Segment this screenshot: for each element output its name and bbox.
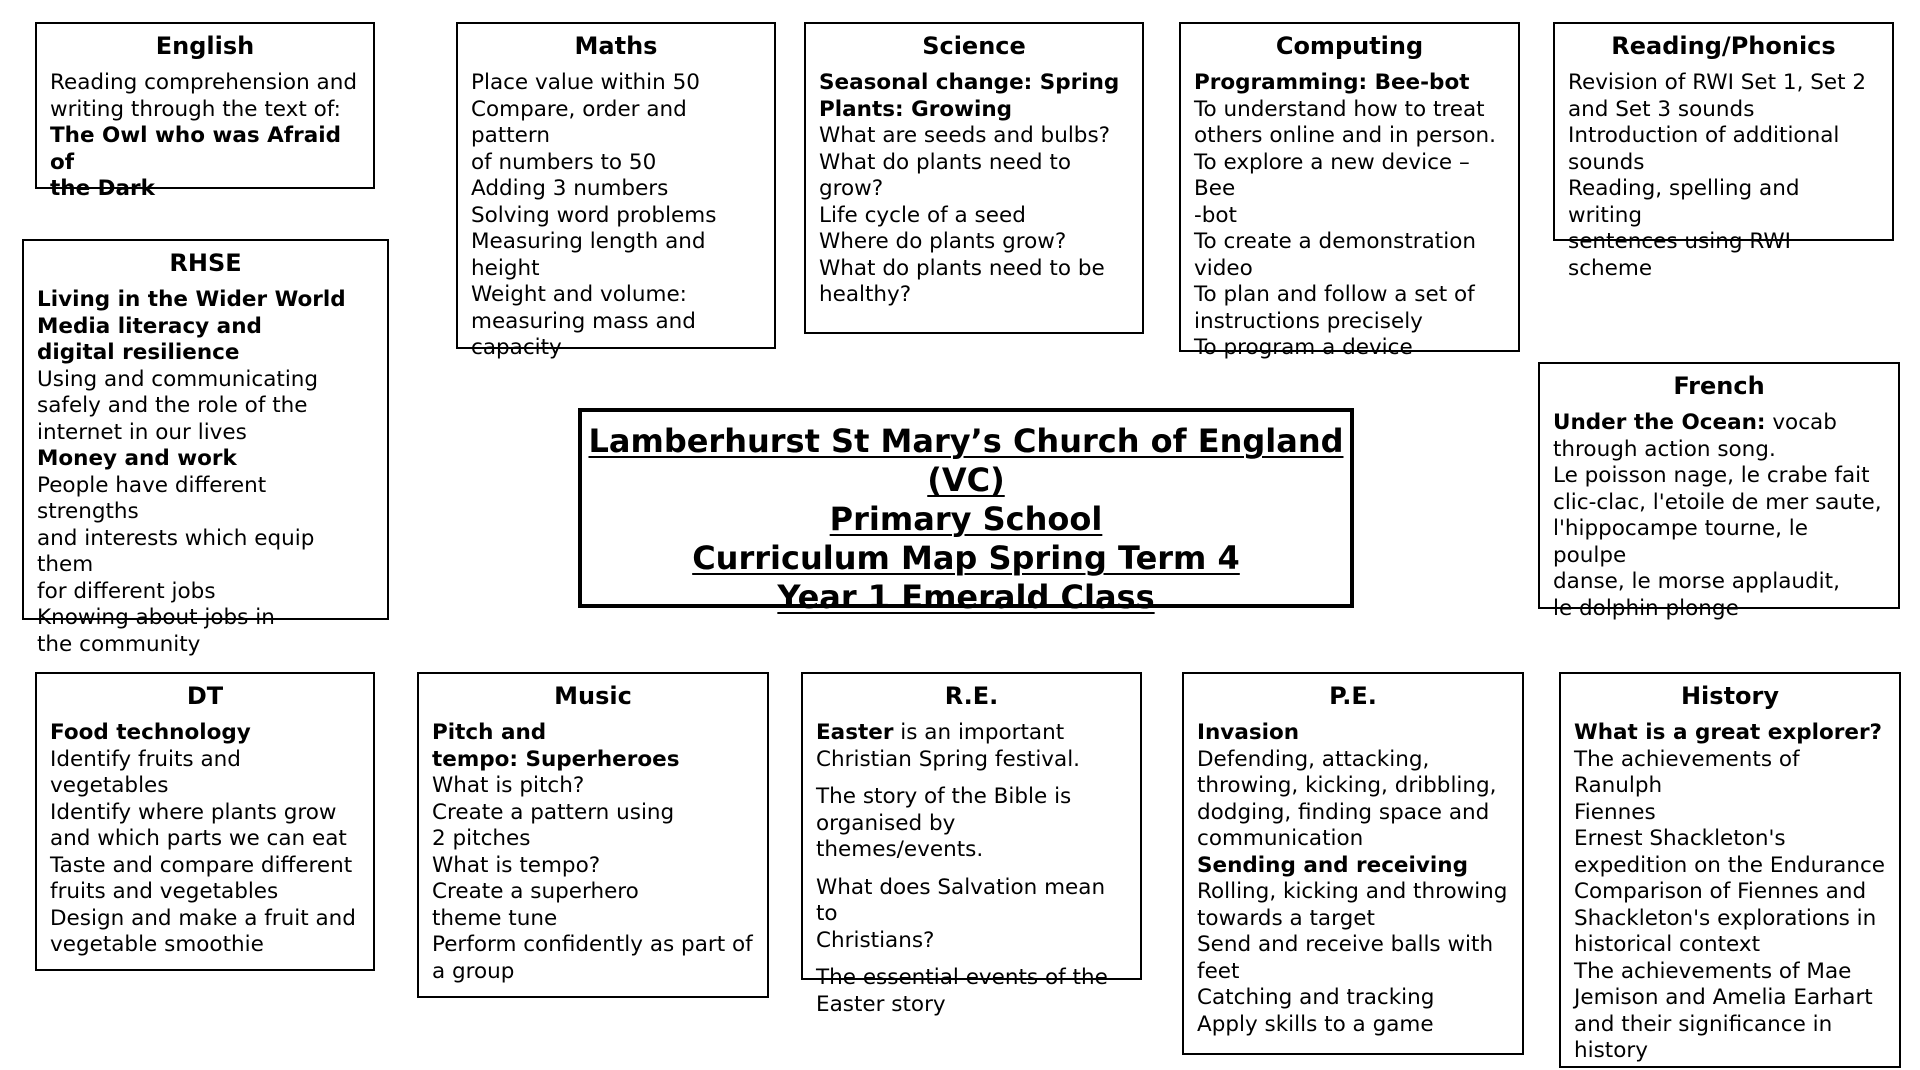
dt-content bbox=[50, 720, 360, 959]
science-topic: Plants: Growing bbox=[819, 96, 1013, 122]
history-line: The achievements of Mae bbox=[1574, 958, 1852, 984]
maths-line: Place value within 50 bbox=[471, 70, 700, 95]
reading-phonics-line: Revision of RWI Set 1, Set 2 bbox=[1568, 70, 1867, 95]
maths-line: measuring mass and bbox=[471, 308, 696, 334]
title-line-4: Year 1 Emerald Class bbox=[777, 578, 1155, 616]
pe-line: Catching and tracking bbox=[1197, 985, 1435, 1010]
maths-line: of numbers to 50 bbox=[471, 149, 657, 175]
music-line: theme tune bbox=[432, 905, 558, 931]
english-heading: English bbox=[155, 32, 255, 60]
rhse-topic: Living in the Wider World bbox=[37, 287, 346, 312]
history-line: Comparison of Fiennes and bbox=[1574, 879, 1867, 904]
rhse-line: internet in our lives bbox=[37, 419, 247, 445]
music-line: Perform confidently as part of bbox=[432, 932, 753, 957]
dt-heading: DT bbox=[186, 682, 224, 710]
title-line-3: Curriculum Map Spring Term 4 bbox=[692, 539, 1240, 577]
french-content bbox=[1553, 410, 1885, 622]
maths-line: Measuring length and bbox=[471, 229, 706, 254]
pe-content bbox=[1197, 720, 1509, 1038]
re-topic: Easter bbox=[816, 720, 894, 745]
science-line: What do plants need to be bbox=[819, 255, 1105, 281]
science-heading: Science bbox=[922, 32, 1026, 60]
rhse-heading: RHSE bbox=[169, 249, 242, 277]
music-line: What is tempo? bbox=[432, 852, 601, 878]
maths-box bbox=[456, 22, 776, 360]
french-text: vocab bbox=[1765, 410, 1837, 435]
computing-line: others online and in person. bbox=[1194, 123, 1496, 148]
french-box bbox=[1538, 362, 1900, 621]
science-line: Life cycle of a seed bbox=[819, 202, 1026, 228]
maths-line: Solving word problems bbox=[471, 202, 717, 228]
pe-line: communication bbox=[1197, 826, 1364, 851]
pe-line: Defending, attacking, bbox=[1197, 746, 1430, 772]
re-first-line bbox=[816, 720, 1127, 747]
re-box bbox=[801, 672, 1142, 1017]
science-line: grow? bbox=[819, 176, 884, 201]
re-line: The story of the Bible is bbox=[816, 784, 1072, 809]
history-content bbox=[1574, 720, 1886, 1065]
history-line: history bbox=[1574, 1038, 1648, 1063]
computing-line: instructions precisely bbox=[1194, 308, 1423, 334]
re-line: Easter story bbox=[816, 991, 946, 1017]
rhse-content bbox=[37, 287, 374, 658]
history-line: The achievements of Ranulph bbox=[1574, 746, 1800, 798]
history-line: Ernest Shackleton's bbox=[1574, 826, 1786, 851]
dt-line: vegetable smoothie bbox=[50, 932, 264, 957]
computing-topic: Programming: Bee-bot bbox=[1194, 70, 1470, 95]
computing-line: video bbox=[1194, 255, 1253, 281]
re-heading: R.E. bbox=[944, 682, 999, 710]
computing-line: To plan and follow a set of bbox=[1194, 282, 1475, 307]
maths-line: Adding 3 numbers bbox=[471, 176, 669, 201]
music-line: What is pitch? bbox=[432, 773, 585, 798]
maths-content bbox=[471, 70, 761, 362]
title-line-2: Primary School bbox=[829, 500, 1103, 538]
history-topic: What is a great explorer? bbox=[1574, 720, 1883, 745]
reading-phonics-line: sentences using RWI scheme bbox=[1568, 229, 1791, 281]
french-line: l'hippocampe tourne, le poulpe bbox=[1553, 516, 1808, 568]
music-line: Create a pattern using bbox=[432, 799, 675, 825]
reading-phonics-line: sounds bbox=[1568, 149, 1645, 175]
rhse-line: safely and the role of the bbox=[37, 393, 308, 418]
rhse-topic: digital resilience bbox=[37, 340, 240, 365]
rhse-topic: Money and work bbox=[37, 446, 237, 471]
dt-line: Design and make a fruit and bbox=[50, 905, 356, 931]
maths-line: height bbox=[471, 255, 540, 281]
computing-line: To explore a new device – Bee bbox=[1194, 149, 1470, 201]
maths-heading: Maths bbox=[574, 32, 658, 60]
dt-box bbox=[35, 672, 375, 971]
re-line: The essential events of the bbox=[816, 965, 1108, 990]
history-line: Shackleton's explorations in bbox=[1574, 905, 1877, 931]
rhse-line: Using and communicating bbox=[37, 366, 319, 392]
music-heading: Music bbox=[554, 682, 632, 710]
science-topic: Seasonal change: Spring bbox=[819, 70, 1120, 95]
pe-topic: Sending and receiving bbox=[1197, 852, 1468, 878]
french-line: Le poisson nage, le crabe fait bbox=[1553, 463, 1870, 488]
reading-phonics-line: and Set 3 sounds bbox=[1568, 96, 1755, 122]
maths-line: capacity bbox=[471, 335, 562, 360]
rhse-topic: Media literacy and bbox=[37, 313, 262, 339]
music-topic: Pitch and bbox=[432, 720, 547, 745]
pe-heading: P.E. bbox=[1329, 682, 1377, 710]
history-line: expedition on the Endurance bbox=[1574, 852, 1885, 878]
english-book-title: The Owl who was Afraid of bbox=[50, 123, 341, 175]
dt-line: fruits and vegetables bbox=[50, 879, 279, 904]
rhse-box bbox=[22, 239, 389, 657]
french-line: clic-clac, l'etoile de mer saute, bbox=[1553, 489, 1882, 515]
pe-line: towards a target bbox=[1197, 905, 1375, 931]
history-line: historical context bbox=[1574, 932, 1761, 957]
science-line: healthy? bbox=[819, 282, 912, 307]
dt-line: vegetables bbox=[50, 773, 169, 798]
science-line: Where do plants grow? bbox=[819, 229, 1067, 254]
computing-heading: Computing bbox=[1275, 32, 1424, 60]
re-text: is an important bbox=[893, 720, 1065, 745]
english-content bbox=[50, 70, 360, 203]
computing-line: To create a demonstration bbox=[1194, 229, 1476, 254]
music-line: a group bbox=[432, 958, 515, 984]
pe-line: throwing, kicking, dribbling, bbox=[1197, 773, 1497, 798]
history-box bbox=[1559, 672, 1901, 1068]
rhse-line: for different jobs bbox=[37, 578, 216, 604]
re-line: Christians? bbox=[816, 927, 935, 953]
dt-line: and which parts we can eat bbox=[50, 826, 347, 851]
maths-line: Weight and volume: bbox=[471, 282, 687, 307]
music-topic: tempo: Superheroes bbox=[432, 746, 680, 772]
history-line: and their significance in bbox=[1574, 1011, 1833, 1037]
french-first-line bbox=[1553, 410, 1885, 437]
rhse-line: People have different strengths bbox=[37, 472, 267, 524]
english-book-title: the Dark bbox=[50, 176, 155, 201]
french-line: le dolphin plonge bbox=[1553, 595, 1739, 621]
french-line: danse, le morse applaudit, bbox=[1553, 569, 1840, 594]
science-line: What do plants need to bbox=[819, 149, 1071, 175]
computing-line: -bot bbox=[1194, 202, 1237, 228]
re-line: organised by themes/events. bbox=[816, 810, 984, 862]
pe-line: dodging, finding space and bbox=[1197, 799, 1490, 825]
title-box bbox=[578, 408, 1354, 616]
english-box bbox=[35, 22, 375, 201]
computing-content bbox=[1194, 70, 1505, 362]
music-box bbox=[417, 672, 769, 998]
dt-topic: Food technology bbox=[50, 720, 251, 745]
music-content bbox=[432, 720, 754, 985]
music-line: Create a superhero bbox=[432, 879, 639, 904]
re-line: Christian Spring festival. bbox=[816, 746, 1081, 772]
rhse-line: and interests which equip them bbox=[37, 525, 315, 577]
english-line: writing through the text of: bbox=[50, 96, 341, 122]
computing-line: To program a device bbox=[1194, 335, 1413, 360]
history-heading: History bbox=[1680, 682, 1780, 710]
science-line: What are seeds and bulbs? bbox=[819, 123, 1111, 148]
reading-phonics-heading: Reading/Phonics bbox=[1611, 32, 1836, 60]
rhse-line: the community bbox=[37, 631, 201, 657]
computing-box bbox=[1179, 22, 1520, 360]
pe-line: feet bbox=[1197, 958, 1240, 984]
rhse-line: Knowing about jobs in bbox=[37, 605, 275, 630]
science-content bbox=[819, 70, 1129, 309]
science-box bbox=[804, 22, 1144, 334]
french-topic: Under the Ocean: bbox=[1553, 410, 1766, 435]
history-line: Jemison and Amelia Earhart bbox=[1574, 985, 1873, 1010]
pe-line: Apply skills to a game bbox=[1197, 1011, 1434, 1037]
maths-line: Compare, order and pattern bbox=[471, 96, 687, 148]
english-line: Reading comprehension and bbox=[50, 70, 357, 95]
re-line: What does Salvation mean to bbox=[816, 874, 1106, 926]
reading-phonics-box bbox=[1553, 22, 1894, 281]
pe-topic: Invasion bbox=[1197, 720, 1300, 745]
title-line-1: Lamberhurst St Mary’s Church of England (VC) bbox=[588, 422, 1344, 499]
french-heading: French bbox=[1673, 372, 1765, 400]
dt-line: Taste and compare different bbox=[50, 852, 353, 878]
pe-box bbox=[1182, 672, 1524, 1055]
pe-line: Rolling, kicking and throwing bbox=[1197, 879, 1508, 904]
french-line: through action song. bbox=[1553, 436, 1776, 462]
history-line: Fiennes bbox=[1574, 799, 1656, 825]
reading-phonics-line: Reading, spelling and writing bbox=[1568, 176, 1800, 228]
dt-line: Identify fruits and bbox=[50, 746, 241, 772]
pe-line: Send and receive balls with bbox=[1197, 932, 1494, 957]
re-content bbox=[816, 720, 1127, 1018]
computing-line: To understand how to treat bbox=[1194, 96, 1485, 122]
reading-phonics-content bbox=[1568, 70, 1879, 282]
music-line: 2 pitches bbox=[432, 826, 531, 851]
reading-phonics-line: Introduction of additional bbox=[1568, 123, 1840, 148]
dt-line: Identify where plants grow bbox=[50, 799, 337, 825]
